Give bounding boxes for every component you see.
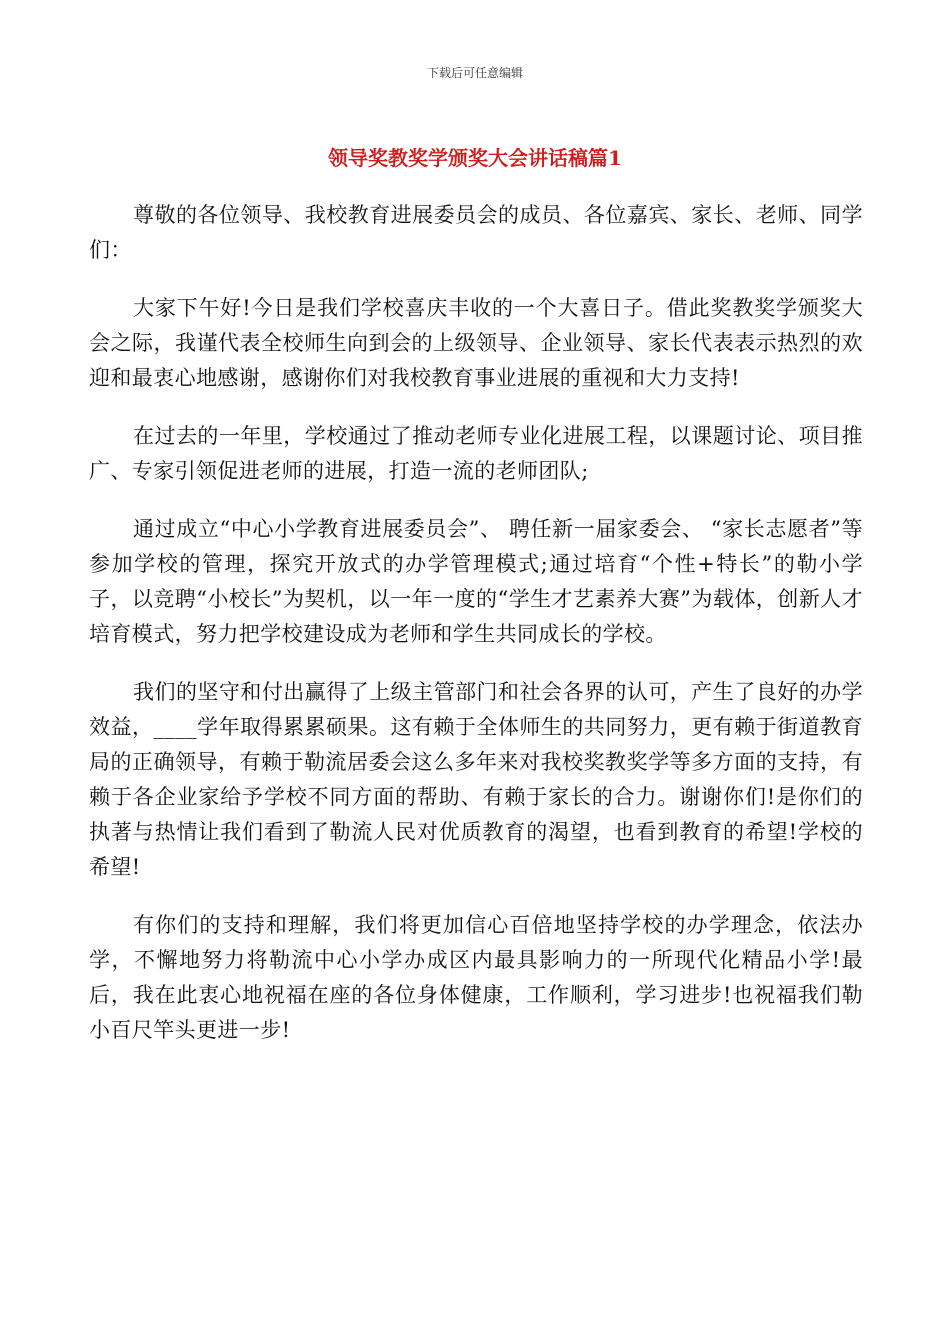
document-body: [89, 198, 863, 1071]
paragraph-greeting: 大家下午好!今日是我们学校喜庆丰收的一个大喜日子。借此奖教奖学颁奖大会之际，我谨代表全校师生向到会的上级领导、企业领导、家长代表表示热烈的欢迎和最衷心地感谢，感谢你们对我校教育事业进展的重视和大力支持!: [89, 296, 863, 390]
paragraph-salutation: 尊敬的各位领导、我校教育进展委员会的成员、各位嘉宾、家长、老师、同学们：: [89, 203, 863, 262]
document-title: 领导奖教奖学颁奖大会讲话稿篇1: [328, 146, 622, 170]
paragraph-teacher-development: 在过去的一年里，学校通过了推动老师专业化进展工程，以课题讨论、项目推广、专家引领促进老师的进展，打造一流的老师团队;: [89, 424, 863, 483]
page-header-note: 下载后可任意编辑: [426, 66, 523, 80]
paragraph-closing: 有你们的支持和理解，我们将更加信心百倍地坚持学校的办学理念，依法办学，不懈地努力将勒流中心小学办成区内最具影响力的一所现代化精品小学!最后，我在此衷心地祝福在座的各位身体健康，工作顺利，学习进步!也祝福我们勒小百尺竿头更进一步!: [89, 913, 863, 1042]
paragraph-school-management: 通过成立“中心小学教育进展委员会”、 聘任新一届家委会、 “家长志愿者”等参加学校的管理，探究开放式的办学管理模式;通过培育“个性+特长”的勒小学子，以竞聘“小校长”为契机，以一年一度的“学生才艺素养大赛”为载体，创新人才培育模式，努力把学校建设成为老师和学生共同成长的学校。: [89, 517, 863, 646]
paragraph-achievements: 我们的坚守和付出赢得了上级主管部门和社会各界的认可，产生了良好的办学效益，____学年取得累累硕果。这有赖于全体师生的共同努力，更有赖于街道教育局的正确领导，有赖于勒流居委会这么多年来对我校奖教奖学等多方面的支持，有赖于各企业家给予学校不同方面的帮助、有赖于家长的合力。谢谢你们!是你们的执著与热情让我们看到了勒流人民对优质教育的渴望，也看到教育的希望!学校的希望!: [89, 680, 863, 879]
